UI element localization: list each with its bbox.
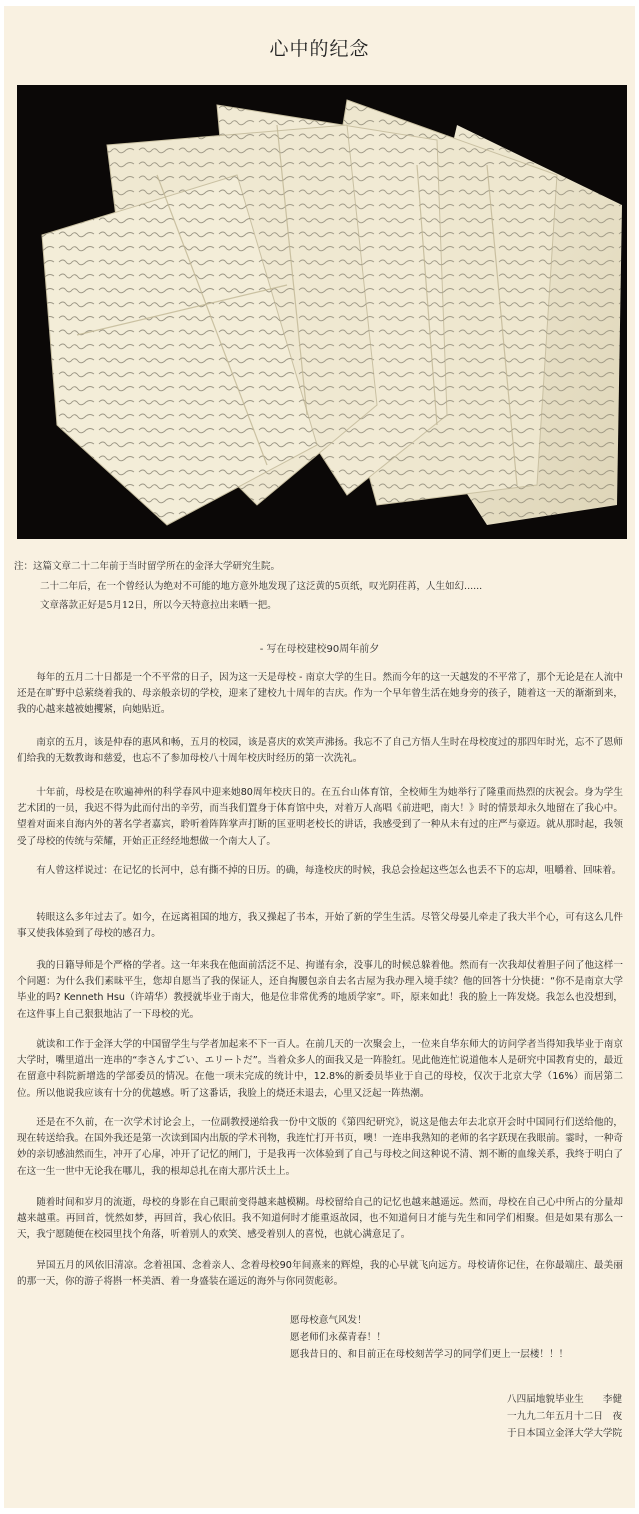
- article-subtitle: - 写在母校建校90周年前夕: [259, 644, 380, 655]
- handwritten-letters-image: [17, 85, 627, 539]
- wish-line-2: 愿老师们永葆青春！！: [290, 1332, 386, 1343]
- paragraph-3: 十年前，母校是在吹遍神州的科学春风中迎来她80周年校庆日的。在五台山体育馆，全校师生为她举行了隆重而热烈的庆祝会。身为学生艺术团的一员，我迟不得为此而付出的辛劳，而当我们置身于体育馆中央，对着万人高唱《前进吧，南大！》时的情景却永久地留在了我心中。望着对面来自海内外的著名学者嘉宾，聆听着阵阵掌声打断的匡亚明老校长的讲话，我感受到了一种从未有过的庄严与豪迈。就从那时起，我领受了母校的传统与荣耀，开始正正经经地想做一个南大人了。: [17, 787, 623, 847]
- note-line-2: 二十二年后，在一个曾经认为绝对不可能的地方意外地发现了这泛黄的5页纸，叹光阴荏苒，人生如幻......: [40, 581, 483, 592]
- letters-photo: [17, 85, 627, 539]
- article-title: 心中的纪念: [269, 38, 370, 60]
- signature-line-1: 八四届地貌毕业生 李健: [507, 1394, 623, 1405]
- wish-line-1: 愿母校意气风发！: [290, 1315, 367, 1326]
- wish-line-3: 愿我昔日的、和目前正在母校刻苦学习的同学们更上一层楼！！！: [290, 1349, 569, 1360]
- note-line-3: 文章落款正好是5月12日，所以今天特意拉出来晒一把。: [40, 600, 277, 611]
- paragraph-10: 异国五月的风依旧清凉。念着祖国、念着亲人、念着母校90年间熹来的辉煌，我的心早就飞向远方。母校请你记住，在你最端庄、最美丽的那一天，你的游子将斟一杯美酒、着一身盛装在遥远的海外与你同贺彪彰。: [17, 1260, 623, 1288]
- paragraph-9: 随着时间和岁月的流逝，母校的身影在自己眼前变得越来越模糊。母校留给自己的记忆也越来越遥远。然而，母校在自己心中所占的分量却越来越重。再回首，恍然如梦，再回首，我心依旧。我不知道何时才能重返故园，也不知道何日才能与先生和同学们相聚。但是如果有那么一天，我宁愿随便在校园里找个角落，听着别人的欢笑、感受着别人的喜悦，也就心满意足了。: [17, 1197, 623, 1241]
- paragraph-1: 每年的五月二十日都是一个不平常的日子，因为这一天是母校 - 南京大学的生日。然而今年的这一天越发的不平常了，那个无论是在人流中还是在旷野中总萦绕着我的、母亲般亲切的学校，迎来了建校九十周年的吉庆。作为一个早年曾生活在她身旁的孩子，随着这一天的渐渐到来，我的心越来越被她攫紧，向她贴近。: [17, 672, 623, 716]
- signature-line-3: 于日本国立金泽大学大学院: [507, 1428, 623, 1439]
- paragraph-5: 转眼这么多年过去了。如今，在远离祖国的地方，我又操起了书本，开始了新的学生生活。尽管父母晏儿牵走了我大半个心，可有这么几件事又使我体验到了母校的感召力。: [17, 912, 623, 940]
- paragraph-4: 有人曾这样说过：在记忆的长河中，总有撕不掉的日历。的确，每逢校庆的时候，我总会捡起这些怎么也丢不下的忘却，咀嚼着、回味着。: [36, 865, 622, 876]
- signature-line-2: 一九九二年五月十二日 夜: [507, 1411, 623, 1422]
- note-line-1: 注：这篇文章二十二年前于当时留学所在的金泽大学研究生院。: [14, 561, 281, 572]
- paragraph-8: 还是在不久前，在一次学术讨论会上，一位副教授递给我一份中文版的《第四纪研究》，说这是他去年去北京开会时中国同行们送给他的，现在转送给我。在国外我还是第一次读到国内出版的学术刊物，我连忙打开书页，噢！一连串我熟知的老师的名字跃现在我眼前。霎时，一种奇妙的亲切感油然而生，冲开了心扉，冲开了记忆的闸门，于是我再一次体验到了自己与母校之间这种说不清、割不断的血缘关系，我终于明白了在这一生一世中无论我在哪儿，我的根却总扎在南大那片沃土上。: [17, 1117, 623, 1177]
- paragraph-2: 南京的五月，该是仲春的惠风和畅，五月的校园，该是喜庆的欢笑声沸扬。我忘不了自己方悟人生时在母校度过的那四年时光，忘不了恩师们给我的无数教诲和慈爱，也忘不了参加母校八十周年校庆时经历的第一次洗礼。: [17, 737, 623, 765]
- paragraph-6: 我的日籍导师是个严格的学者。这一年来我在他面前活泛不足、拘谨有余，没事儿的时候总躲着他。然而有一次我却仗着胆子问了他这样一个问题：为什么我们素昧平生，您却自愿当了我的保证人，还自掏腰包亲自去名古屋为我办理入境手续？他的回答十分快捷：“你不是南京大学毕业的吗? Kenneth Hsu（许靖华）教授就毕业于南大，他是位非常优秀的地质学家”。吓，原来如此！我的脸上一阵发烧。我怎么也没想到，在这件事上自己狠狠地沾了一下母校的光。: [17, 960, 623, 1020]
- paragraph-7: 就读和工作于金泽大学的中国留学生与学者加起来不下一百人。在前几天的一次聚会上，一位来自华东师大的访问学者当得知我毕业于南京大学时，嘴里道出一连串的“李さんすごい、エリートだ”。当着众多人的面我又是一阵脸红。见此他连忙说道他本人是研究中国教育史的，最近在留意中科院新增选的学部委员的情况。在他一项未完成的统计中，12.8%的新委员毕业于自己的母校，仅次于北京大学（16%）而居第二位。所以他说我应该有十分的优越感。听了这番话，我脸上的烧还未退去，心里又泛起一阵热潮。: [17, 1039, 623, 1099]
